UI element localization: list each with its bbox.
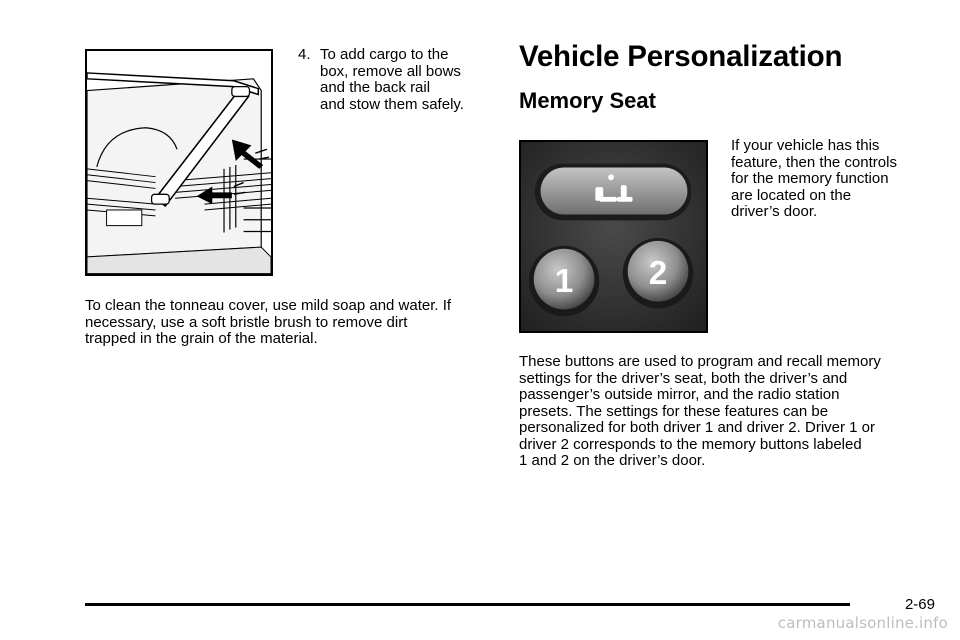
cleaning-paragraph <box>85 298 505 348</box>
watermark: carmanualsonline.info <box>777 614 948 632</box>
buttons-paragraph <box>519 354 939 470</box>
paragraph-line: driver’s door. <box>731 203 818 220</box>
paragraph-line: settings for the driver’s seat, both the driver’s and <box>519 369 848 387</box>
step-line: and stow them safely. <box>320 95 464 113</box>
tonneau-cover-illustration <box>85 49 273 276</box>
paragraph-line: If your vehicle has this <box>731 137 880 154</box>
paragraph-line: presets. The settings for these features can be <box>519 402 829 420</box>
subsection-title: Memory Seat <box>519 88 656 113</box>
footer-rule <box>85 603 850 606</box>
paragraph-line: To clean the tonneau cover, use mild soap and water. If <box>85 297 452 314</box>
step-4 <box>298 47 498 113</box>
memory-set-button <box>541 167 688 214</box>
step-line: To add cargo to the <box>320 46 449 63</box>
paragraph-line: passenger’s outside mirror, and the radio station <box>519 386 840 403</box>
page-number: 2-69 <box>904 596 935 613</box>
paragraph-line: personalized for both driver 1 and driver 2. Driver 1 or <box>519 419 876 436</box>
paragraph-line: are located on the <box>731 186 852 204</box>
paragraph-line: for the memory function <box>731 170 889 187</box>
paragraph-line: necessary, use a soft bristle brush to remove dirt <box>85 313 408 331</box>
section-title: Vehicle Personalization <box>519 40 843 73</box>
tonneau-drawing <box>87 51 271 274</box>
paragraph-line: driver 2 corresponds to the memory buttons labeled <box>519 435 862 453</box>
memory-buttons-drawing <box>521 142 706 331</box>
memory-button-1-label: 1 <box>554 262 574 300</box>
memory-button-2-label: 2 <box>648 254 668 292</box>
paragraph-line: 1 and 2 on the driver’s door. <box>519 452 706 469</box>
paragraph-line: These buttons are used to program and recall memory <box>519 353 881 370</box>
paragraph-line: feature, then the controls <box>731 153 897 171</box>
step-number: 4. <box>298 46 311 63</box>
step-line: and the back rail <box>320 79 431 96</box>
memory-buttons-photo <box>519 140 708 333</box>
step-line: box, remove all bows <box>320 62 461 80</box>
paragraph-line: trapped in the grain of the material. <box>85 330 318 347</box>
feature-paragraph <box>731 138 931 221</box>
